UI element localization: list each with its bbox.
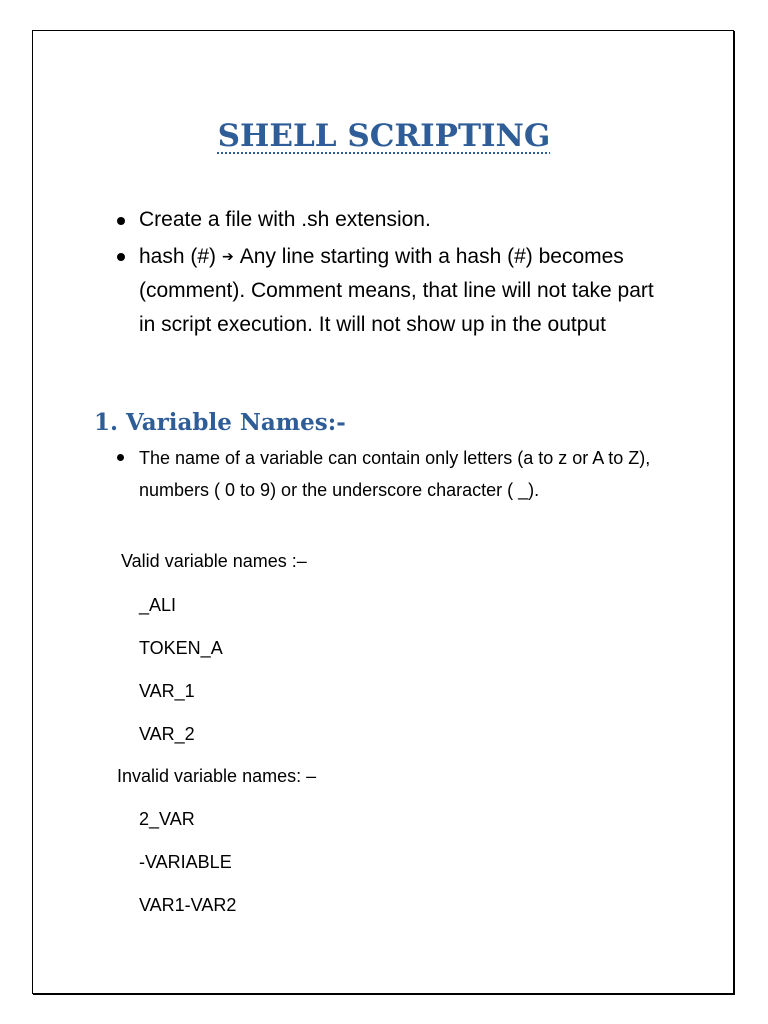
variable-rules-list [139,442,679,506]
section-heading-variable-names: 1. Variable Names:- [94,409,346,436]
bullet-icon [117,454,124,461]
valid-name-item: VAR_1 [139,681,195,701]
variable-rule-item [139,442,679,506]
valid-names-label: Valid variable names :– [121,551,307,571]
invalid-name-item: -VARIABLE [139,852,232,872]
intro-item-hash-comment [139,239,669,342]
page-title-text: SHELL SCRIPTING [217,118,551,154]
invalid-names-list [139,807,236,936]
page-border [32,30,734,994]
intro-bullet-list [139,203,669,344]
page-title [0,114,768,158]
bullet-icon [117,217,125,225]
valid-name-item: VAR_2 [139,724,195,744]
valid-name-item: _ALI [139,595,177,615]
intro-item-prefix: hash (#) [139,245,217,268]
invalid-names-label: Invalid variable names: – [117,766,317,786]
intro-item-file-extension [139,203,669,237]
invalid-name-item: 2_VAR [139,809,195,829]
valid-names-list [139,593,223,765]
intro-item-text: Any line starting with a hash (#) becomes (comment). Comment means, that line will not take part in script execution. It will not show up in the output [139,245,654,336]
invalid-name-item: VAR1-VAR2 [139,895,237,915]
bullet-icon [117,253,125,261]
right-arrow-icon: ➔ [222,248,234,264]
intro-item-text: Create a file with .sh extension. [139,208,431,231]
variable-rule-text: The name of a variable can contain only letters (a to z or A to Z), numbers ( 0 to 9) or the underscore character ( _). [139,448,651,500]
valid-name-item: TOKEN_A [139,638,223,658]
